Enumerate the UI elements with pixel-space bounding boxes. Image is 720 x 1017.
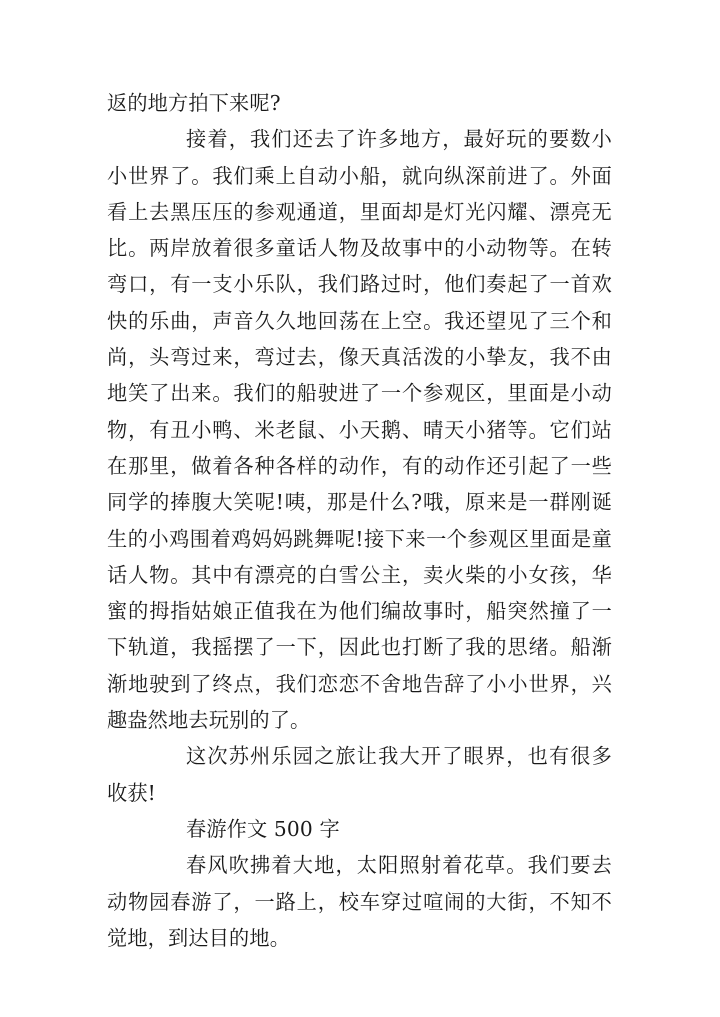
paragraph-tour-small-world: 接着，我们还去了许多地方，最好玩的要数小小世界了。我们乘上自动小船，就向纵深前进了。外面看上去黑压压的参观通道，里面却是灯光闪耀、漂亮无比。两岸放着很多童话人物及故事中的小动物等。在转弯口，有一支小乐队，我们路过时，他们奏起了一首欢快的乐曲，声音久久地回荡在上空。我还望见了三个和尚，头弯过来，弯过去，像天真活泼的小挚友，我不由地笑了出来。我们的船驶进了一个参观区，里面是小动物，有丑小鸭、米老鼠、小天鹅、晴天小猪等。它们站在那里，做着各种各样的动作，有的动作还引起了一些同学的捧腹大笑呢!咦，那是什么?哦，原来是一群刚诞生的小鸡围着鸡妈妈跳舞呢!接下来一个参观区里面是童话人物。其中有漂亮的白雪公主，卖火柴的小女孩，华蜜的拇指姑娘正值我在为他们编故事时，船突然撞了一下轨道，我摇摆了一下，因此也打断了我的思绪。船渐渐地驶到了终点，我们恋恋不舍地告辞了小小世界，兴趣盎然地去玩别的了。 (107, 127, 612, 733)
essay-title: 春游作文 500 字 (186, 816, 340, 841)
paragraph-spring-outing: 春风吹拂着大地，太阳照射着花草。我们要去动物园春游了，一路上，校车穿过喧闹的大街，不知不觉地，到达目的地。 (107, 853, 612, 950)
continuation-text: 返的地方拍下来呢? (107, 91, 281, 115)
paragraph-conclusion: 这次苏州乐园之旅让我大开了眼界，也有很多收获! (107, 744, 612, 805)
document-page (107, 85, 612, 956)
